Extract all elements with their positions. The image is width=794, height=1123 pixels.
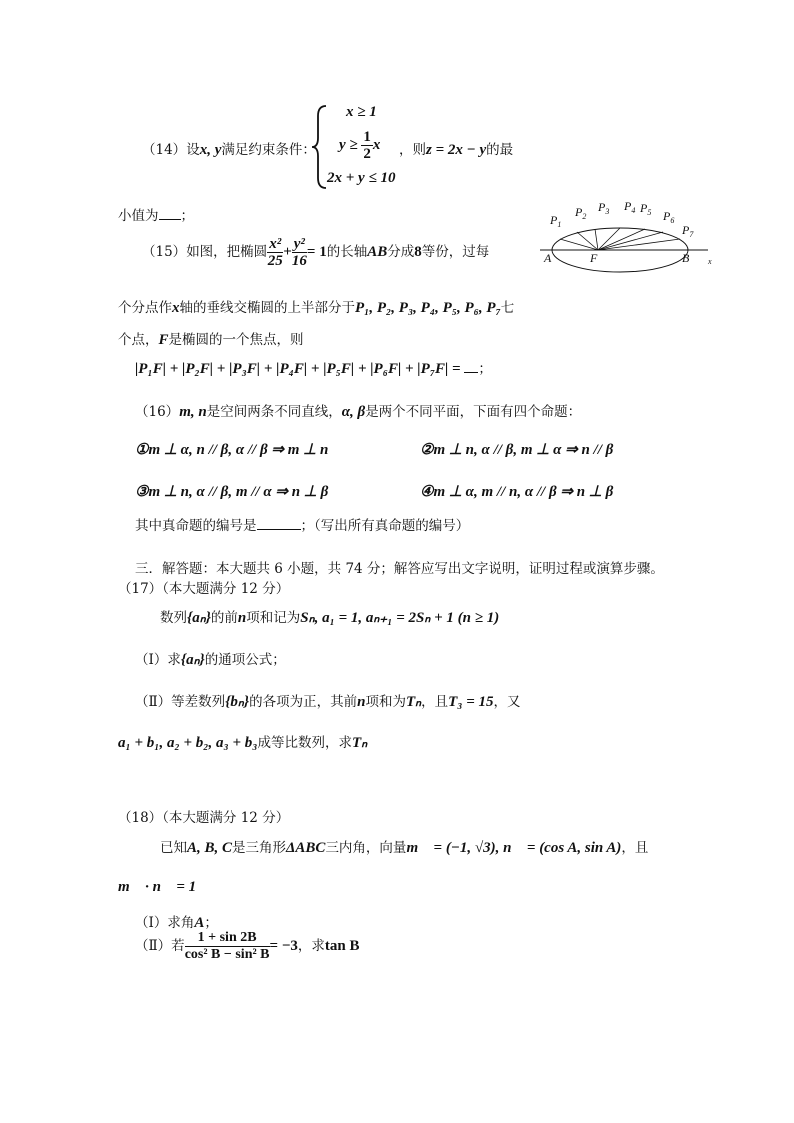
q17-line4: a₁ + b₁, a₂ + b₂, a₃ + b₃成等比数列，求Tₙ xyxy=(118,735,368,751)
fig-label-a: A xyxy=(544,251,552,265)
answer-blank[interactable] xyxy=(257,529,301,530)
q14-text: 设 xyxy=(186,142,200,158)
proposition-3: ③m ⊥ n, α // β, m // α ⇒ n ⊥ β xyxy=(135,484,329,500)
section-3-heading: 三．解答题：本大题共 6 小题，共 74 分；解答应写出文字说明，证明过程或演算步骤。 xyxy=(135,561,664,577)
q15-line1: （15）如图，把椭圆 $\frac{\text{x²}}{25}$ + $\frac{\text{y²}}{16}$ = 1的长轴AB分成8等份，过每 xyxy=(142,236,490,269)
q17-part-ii: （Ⅱ）等差数列{bₙ}的各项为正，其前n项和为Tₙ，且T₃ = 15，又 xyxy=(135,694,521,710)
fig-label-b: B xyxy=(682,251,690,265)
answer-blank[interactable] xyxy=(464,372,478,373)
fig-label-p1: $P_1$ xyxy=(550,213,562,229)
q18-heading: （18）（本大题满分 12 分） xyxy=(118,810,290,826)
proposition-2: ②m ⊥ n, α // β, m ⊥ α ⇒ n // β xyxy=(420,442,614,458)
q17-line1: 数列{aₙ}的前n项和记为Sₙ, a₁ = 1, aₙ₊₁ = 2Sₙ + 1 (n ≥ 1) xyxy=(160,610,500,626)
y2-over-16: $\frac{\text{y²}}{16}$ xyxy=(291,236,307,269)
fig-label-x: x xyxy=(708,257,712,266)
q15-line3: 个点，F是椭圆的一个焦点，则 xyxy=(118,332,304,348)
ellipse-figure xyxy=(538,196,728,276)
q16-line1: （16）m, n是空间两条不同直线，α, β是两个不同平面，下面有四个命题： xyxy=(135,404,582,420)
focal-lines xyxy=(560,228,680,250)
fig-label-p2: $P_2$ xyxy=(575,205,587,221)
fig-label-p4: $P_4$ xyxy=(624,199,636,215)
q14-constraint-1: x ≥ 1 xyxy=(346,104,377,120)
q18-fraction: $\frac{1 + \sin 2B}{\text{cos² B − sin² B}}$ xyxy=(184,930,270,962)
q15-line2: 个分点作x轴的垂线交椭圆的上半部分于P₁, P₂, P₃, P₄, P₅, P₆, P₇七 xyxy=(118,300,515,316)
q17-heading: （17）（本大题满分 12 分） xyxy=(118,581,290,597)
q16-tail: 其中真命题的编号是 ；（写出所有真命题的编号） xyxy=(135,518,470,534)
q14-number: （14） xyxy=(142,142,187,158)
fig-label-p7: $P_7$ xyxy=(682,223,694,239)
q18-part-i: （Ⅰ）求角A； xyxy=(135,915,218,931)
q14-objective: ，则z = 2x − y的最 xyxy=(399,142,514,158)
q18-part-ii: （Ⅱ）若 $\frac{1 + \sin 2B}{\text{cos² B − sin² B}}$ = −3，求tan B xyxy=(135,930,360,962)
fig-label-p5: $P_5$ xyxy=(640,201,652,217)
q14-half: $\frac{1}{2}$ xyxy=(363,129,371,162)
q14-vars: x, y xyxy=(199,142,222,158)
q17-part-i: （Ⅰ）求{aₙ}的通项公式； xyxy=(135,652,286,668)
proposition-4: ④m ⊥ α, m // n, α // β ⇒ n ⊥ β xyxy=(420,484,614,500)
fig-label-p6: $P_6$ xyxy=(663,209,675,225)
fig-label-f: F xyxy=(590,251,598,265)
q18-line1: 已知A, B, C是三角形ΔABC三内角，向量m⃗ = (−1, √3), n⃗ = (cos A, sin A)，且 xyxy=(160,840,649,856)
q15-sum: |P₁F| + |P₂F| + |P₃F| + |P₄F| + |P₅F| + |P₆F| + |P₇F| = ； xyxy=(135,361,492,377)
answer-blank[interactable] xyxy=(159,219,181,220)
q18-line2: m⃗ · n⃗ = 1 xyxy=(118,879,197,895)
q14-line1 xyxy=(142,138,316,159)
proposition-1: ①m ⊥ α, n // β, α // β ⇒ m ⊥ n xyxy=(135,442,329,458)
q14-constraint-2: y ≥ $\frac{1}{2}$ x xyxy=(339,129,381,162)
fig-label-p3: $P_3$ xyxy=(598,200,610,216)
q14-constraint-3: 2x + y ≤ 10 xyxy=(327,170,396,186)
x2-over-25: $\frac{\text{x²}}{25}$ xyxy=(267,236,283,269)
q14-text2: 满足约束条件： xyxy=(221,142,316,158)
q14-line2: 小值为 ； xyxy=(118,208,194,224)
